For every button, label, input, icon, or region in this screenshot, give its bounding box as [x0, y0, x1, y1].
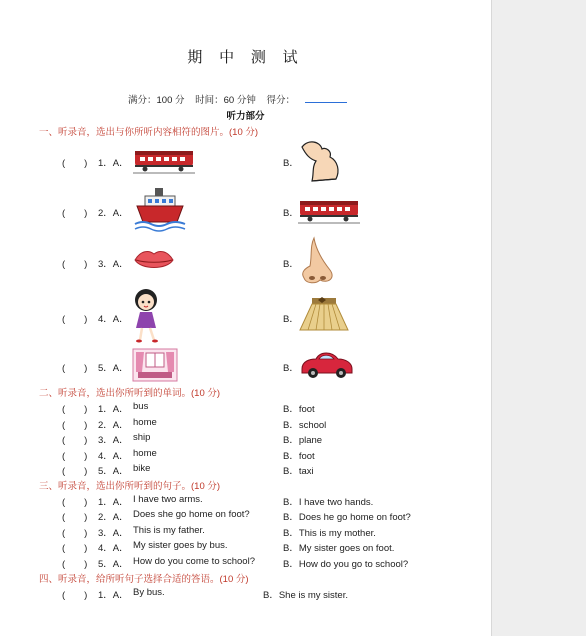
option-a: I have two arms.	[133, 494, 203, 505]
answer-paren[interactable]: ( )	[62, 543, 88, 554]
question-number: 1．A．	[98, 497, 129, 508]
section-heading-4: 四、听录音，给所听句子选择合适的答语。(10 分)	[39, 574, 249, 585]
question-number: 3．A．	[98, 435, 129, 446]
option-b: B．I have two hands.	[283, 497, 374, 508]
option-a: Does she go home on foot?	[133, 509, 250, 520]
room-icon	[132, 348, 178, 382]
score-info	[128, 92, 355, 106]
girl-icon	[130, 288, 164, 344]
train-icon	[133, 143, 195, 177]
answer-paren[interactable]: ( )	[62, 559, 88, 570]
viewer-side-panel	[491, 0, 586, 636]
skirt-icon	[298, 296, 350, 334]
question-number: 4．A．	[98, 451, 129, 462]
time-limit: 时间：60 分钟	[195, 95, 256, 106]
option-b-label: B．	[283, 208, 299, 219]
answer-paren[interactable]: ( )	[62, 512, 88, 523]
question-number: 5．A．	[98, 363, 129, 374]
nose-icon	[298, 236, 336, 286]
answer-paren[interactable]: ( )	[62, 528, 88, 539]
question-number: 5．A．	[98, 559, 129, 570]
option-b: B．foot	[283, 451, 315, 462]
ship-icon	[133, 186, 187, 232]
option-b-label: B．	[283, 363, 299, 374]
section-heading-2: 二、听录音，选出你所听到的单词。(10 分)	[39, 388, 221, 399]
option-b: B．foot	[283, 404, 315, 415]
option-a: ship	[133, 432, 151, 443]
option-a: home	[133, 417, 157, 428]
option-b: B．plane	[283, 435, 323, 446]
option-b: B．school	[283, 420, 327, 431]
option-a: This is my father.	[133, 525, 205, 536]
option-a: home	[133, 448, 157, 459]
question-number: 1．A．	[98, 158, 129, 169]
score-blank[interactable]	[305, 93, 347, 103]
question-number: 2．A．	[98, 512, 129, 523]
question-number: 1．A．	[98, 404, 129, 415]
option-b: B．taxi	[283, 466, 314, 477]
option-b: B．This is my mother.	[283, 528, 376, 539]
option-a: By bus.	[133, 587, 165, 598]
answer-paren[interactable]: ( )	[62, 158, 88, 169]
section-heading-3: 三、听录音，选出你所听到的句子。(10 分)	[39, 481, 221, 492]
option-b-label: B．	[283, 314, 299, 325]
answer-paren[interactable]: ( )	[62, 404, 88, 415]
option-b: B．She is my sister.	[263, 590, 348, 601]
answer-paren[interactable]: ( )	[62, 590, 88, 601]
answer-paren[interactable]: ( )	[62, 451, 88, 462]
score-label: 得分：	[266, 95, 296, 106]
question-number: 3．A．	[98, 528, 129, 539]
answer-paren[interactable]: ( )	[62, 208, 88, 219]
car-icon	[298, 345, 354, 381]
question-number: 1．A．	[98, 590, 129, 601]
train-icon	[298, 193, 360, 227]
part-title: 听力部分	[226, 111, 265, 122]
option-a: bike	[133, 463, 151, 474]
answer-paren[interactable]: ( )	[62, 259, 88, 270]
lips-icon	[133, 248, 175, 272]
answer-paren[interactable]: ( )	[62, 466, 88, 477]
answer-paren[interactable]: ( )	[62, 420, 88, 431]
question-number: 5．A．	[98, 466, 129, 477]
option-b-label: B．	[283, 259, 299, 270]
option-b: B．How do you go to school?	[283, 559, 409, 570]
arm-icon	[298, 137, 344, 185]
page-title: 期 中 测 试	[187, 48, 304, 66]
option-b-label: B．	[283, 158, 299, 169]
option-a: How do you come to school?	[133, 556, 255, 567]
answer-paren[interactable]: ( )	[62, 497, 88, 508]
question-number: 2．A．	[98, 208, 129, 219]
option-b: B．Does he go home on foot?	[283, 512, 411, 523]
answer-paren[interactable]: ( )	[62, 314, 88, 325]
option-a: My sister goes by bus.	[133, 540, 228, 551]
option-b: B．My sister goes on foot.	[283, 543, 395, 554]
question-number: 4．A．	[98, 314, 129, 325]
answer-paren[interactable]: ( )	[62, 435, 88, 446]
option-a: bus	[133, 401, 149, 412]
question-number: 3．A．	[98, 259, 129, 270]
full-score: 满分：100 分	[128, 95, 185, 106]
section-heading-1: 一、听录音，选出与你所听内容相符的图片。(10 分)	[39, 127, 259, 138]
answer-paren[interactable]: ( )	[62, 363, 88, 374]
question-number: 4．A．	[98, 543, 129, 554]
question-number: 2．A．	[98, 420, 129, 431]
